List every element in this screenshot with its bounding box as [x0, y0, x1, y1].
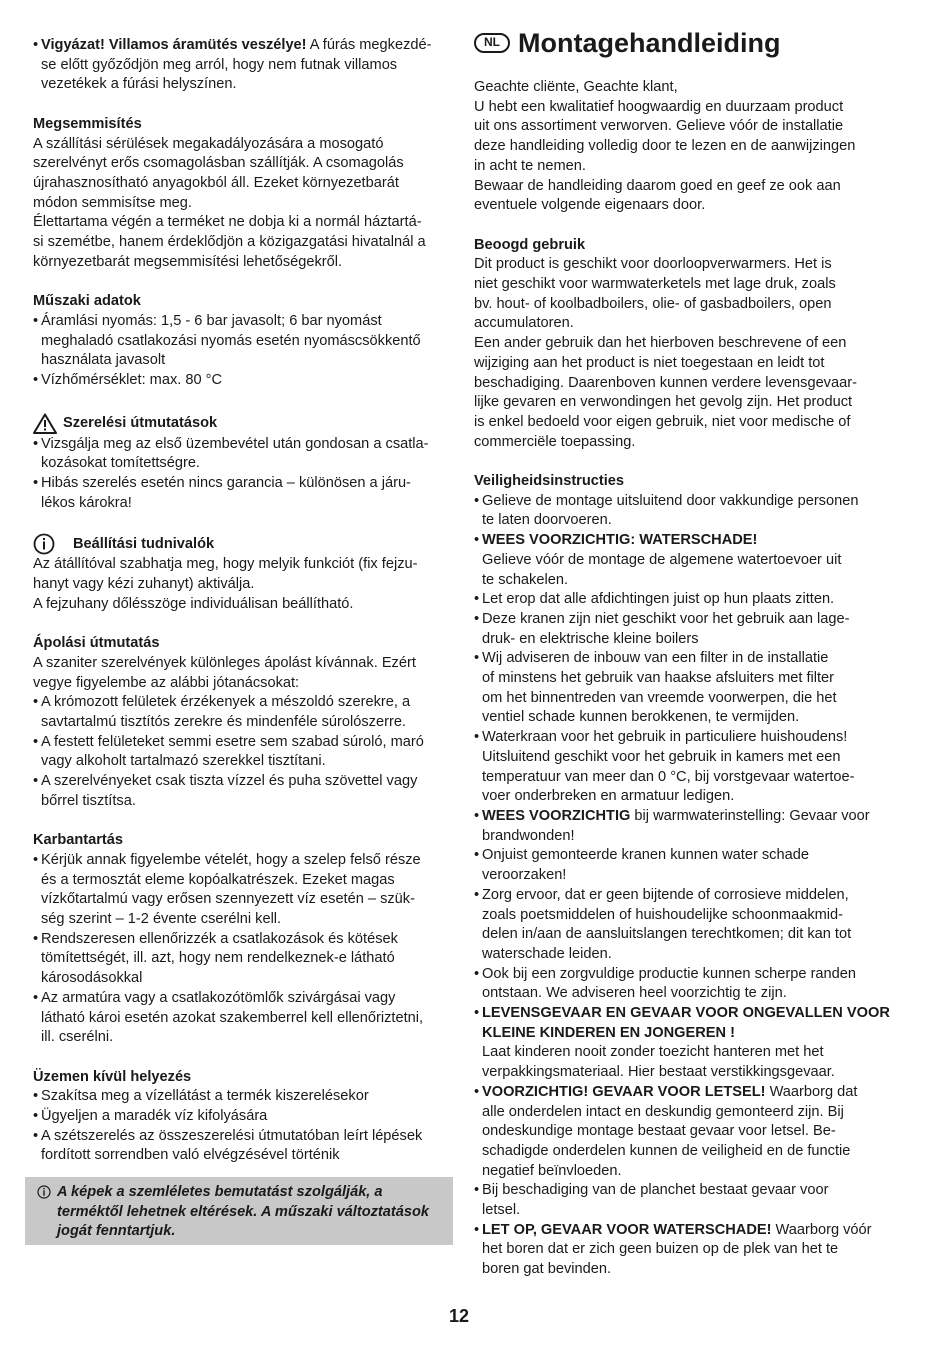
- list-item: • Áramlási nyomás: 1,5 - 6 bar javasolt; 6 bar nyomást meghaladó csatlakozási nyomás esetén nyomáscsökkentő használata javasolt: [33, 312, 451, 371]
- left-column: [33, 36, 451, 1166]
- disclaimer-note: A képek a szemléletes bemutatást szolgálják, a terméktől lehetnek eltérések. A műszaki változtatások jogát fenntartjuk.: [25, 1177, 453, 1245]
- right-column: [474, 28, 894, 1280]
- list-item: • Waterkraan voor het gebruik in particuliere huishoudens! Uitsluitend geschikt voor het gebruik in kamers met een temperatuur van meer dan 0 °C, bij vorstgevaar watertoe- voer onderbreken en armatuur ledigen.: [474, 728, 894, 807]
- list-item: • Onjuist gemonteerde kranen kunnen water schade veroorzaken!: [474, 846, 894, 885]
- list-item: • LEVENSGEVAAR EN GEVAAR VOOR ONGEVALLEN VOOR KLEINE KINDEREN EN JONGEREN ! Laat kinderen nooit zonder toezicht hanteren met het verpakkingsmateriaal. Hier bestaat verstikkingsgevaar.: [474, 1004, 894, 1083]
- list-item: • VOORZICHTIG! GEVAAR VOOR LETSEL! Waarborg dat alle onderdelen intact en deskundig gemonteerd zijn. Bij ondeskundige montage bestaat gevaar voor letsel. Be- schadigde onderdelen kunnen de veiligheid en de functie negatief beïnvloeden.: [474, 1083, 894, 1182]
- settings-heading: Beállítási tudnivalók: [33, 533, 451, 555]
- list-item: • Hibás szerelés esetén nincs garancia – különösen a járu- lékos károkra!: [33, 474, 451, 513]
- list-item: • A szerelvényeket csak tiszta vízzel és puha szövettel vagy bőrrel tisztítsa.: [33, 772, 451, 811]
- safety-heading: Veiligheidsinstructies: [474, 473, 625, 490]
- list-item: • Rendszeresen ellenőrizzék a csatlakozások és kötések tömítettségét, ill. azt, hogy nem rendelkeznek-e látható károsodásokkal: [33, 930, 451, 989]
- language-badge: NL: [474, 33, 510, 53]
- list-item: • WEES VOORZICHTIG bij warmwaterinstelling: Gevaar voor brandwonden!: [474, 807, 894, 846]
- tech-data-heading: Műszaki adatok: [33, 293, 141, 310]
- install-heading: Szerelési útmutatások: [33, 413, 451, 435]
- list-item: • Szakítsa meg a vízellátást a termék kiszerelésekor: [33, 1087, 451, 1107]
- list-item: • Vízhőmérséklet: max. 80 °C: [33, 371, 451, 391]
- care-list: [33, 693, 451, 811]
- care-text: A szaniter szerelvények különleges ápolást kívánnak. Ezért vegye figyelembe az alábbi jótanácsokat:: [33, 654, 416, 691]
- install-list: [33, 435, 451, 514]
- tech-data-list: [33, 312, 451, 391]
- decommission-list: [33, 1087, 451, 1166]
- list-item: • Deze kranen zijn niet geschikt voor het gebruik aan lage- druk- en elektrische kleine boilers: [474, 610, 894, 649]
- warning-bold: Vigyázat! Villamos áramütés veszélye!: [41, 37, 307, 53]
- care-heading: Ápolási útmutatás: [33, 635, 160, 652]
- list-item: • Ügyeljen a maradék víz kifolyására: [33, 1107, 451, 1127]
- list-item: • Vizsgálja meg az első üzembevétel után gondosan a csatla- kozásokat tomítettségre.: [33, 435, 451, 474]
- list-item: • A krómozott felületek érzékenyek a mészoldó szerekre, a savtartalmú tisztítós zerekre és mindenféle súrolószerre.: [33, 693, 451, 732]
- settings-text: Az átállítóval szabhatja meg, hogy melyik funkciót (fix fejzu- hanyt vagy kézi zuhanyt) aktiválja. A fejzuhany dőlésszöge individuálisan beállítható.: [33, 556, 418, 612]
- list-item: • A festett felületeket semmi esetre sem szabad súroló, maró vagy alkoholt tartalmazó szerekkel tisztítani.: [33, 733, 451, 772]
- info-circle-icon: [33, 533, 55, 555]
- list-item: • Wij adviseren de inbouw van een filter in de installatie of minstens het gebruik van haakse afsluiters met filter om het binnentreden van vreemde voorwerpen, die het ventiel schade kunnen berokkenen, te vermijden.: [474, 649, 894, 728]
- warning-triangle-icon: [33, 413, 57, 434]
- list-item: • LET OP, GEVAAR VOOR WATERSCHADE! Waarborg vóór het boren dat er zich geen buizen op de plek van het te boren gat bevinden.: [474, 1221, 894, 1280]
- electric-warning: • Vigyázat! Villamos áramütés veszélye! A fúrás megkezdé- se előtt győződjön meg arról, hogy nem futnak villamos vezetékek a fúrási helyszínen.: [33, 36, 451, 95]
- list-item: • Let erop dat alle afdichtingen juist op hun plaats zitten.: [474, 590, 894, 610]
- list-item: • Bij beschadiging van de planchet bestaat gevaar voor letsel.: [474, 1181, 894, 1220]
- list-item: • Gelieve de montage uitsluitend door vakkundige personen te laten doorvoeren.: [474, 492, 894, 531]
- disposal-text: A szállítási sérülések megakadályozására a mosogató szerelvényt erős csomagolásban szállítják. A csomagolás újrahasznosítható anyagokból áll. Ezeket környezetbarát módon semmisítse meg. Élettartama végén a terméket ne dobja ki a normál háztartá- si szemétbe, hanem érdeklődjön a közigazgatási hivatalnál a környezetbarát megsemmisítési lehetőségekről.: [33, 135, 426, 270]
- page-title: [474, 28, 894, 58]
- list-item: • Ook bij een zorgvuldige productie kunnen scherpe randen ontstaan. We adviseren heel voorzichtig te zijn.: [474, 965, 894, 1004]
- intended-use-heading: Beoogd gebruik: [474, 236, 586, 253]
- decommission-heading: Üzemen kívül helyezés: [33, 1068, 192, 1085]
- disposal-heading: Megsemmisítés: [33, 115, 142, 132]
- intended-use-text: Dit product is geschikt voor doorloopverwarmers. Het is niet geschikt voor warmwaterketels met lage druk, zoals bv. hout- of koolbadboilers, olie- of gasbadboilers, open accumulatoren. Een ander gebruik dan het hierboven beschrevene of een wijziging aan het product is niet toegestaan en leidt tot beschadiging. Daarenboven kunnen verdere levensgevaar- lijke gevaren en verwondingen het gevolg zijn. Het product is enkel bedoeld voor eigen gebruik, niet voor medische of commerciële toepassing.: [474, 256, 857, 450]
- list-item: • WEES VOORZICHTIG: WATERSCHADE! Gelieve vóór de montage de algemene watertoevoer uit te schakelen.: [474, 531, 894, 590]
- maintenance-heading: Karbantartás: [33, 832, 124, 849]
- safety-list: [474, 492, 894, 1280]
- info-circle-icon: [37, 1185, 51, 1199]
- list-item: • Az armatúra vagy a csatlakozótömlők szivárgásai vagy látható károi esetén azokat szakemberrel kell ellenőriztetni, ill. cserélni.: [33, 989, 451, 1048]
- list-item: • Kérjük annak figyelembe vételét, hogy a szelep felső része és a termosztát eleme kopóalkatrészek. Ezeket magas vízkőtartalmú vagy erősen szennyezett víz esetén – szük- ség szerint – 1-2 évente cserélni kell.: [33, 851, 451, 930]
- page-number: 12: [448, 1306, 470, 1326]
- title-text: Montagehandleiding: [518, 28, 781, 58]
- intro-text: Geachte cliënte, Geachte klant, U hebt een kwalitatief hoogwaardig en duurzaam product uit ons assortiment verworven. Gelieve vóór de installatie deze handleiding volledig door te lezen en de aanwijzingen in acht te nemen. Bewaar de handleiding daarom goed en geef ze ook aan eventuele volgende eigenaars door.: [474, 79, 856, 214]
- list-item: • A szétszerelés az összeszerelési útmutatóban leírt lépések fordított sorrendben való elvégzésével történik: [33, 1127, 451, 1166]
- maintenance-list: [33, 851, 451, 1048]
- list-item: • Zorg ervoor, dat er geen bijtende of corrosieve middelen, zoals poetsmiddelen of huishoudelijke schoonmaakmid- delen in/aan de aansluitslangen terechtkomen; dit kan tot waterschade leiden.: [474, 886, 894, 965]
